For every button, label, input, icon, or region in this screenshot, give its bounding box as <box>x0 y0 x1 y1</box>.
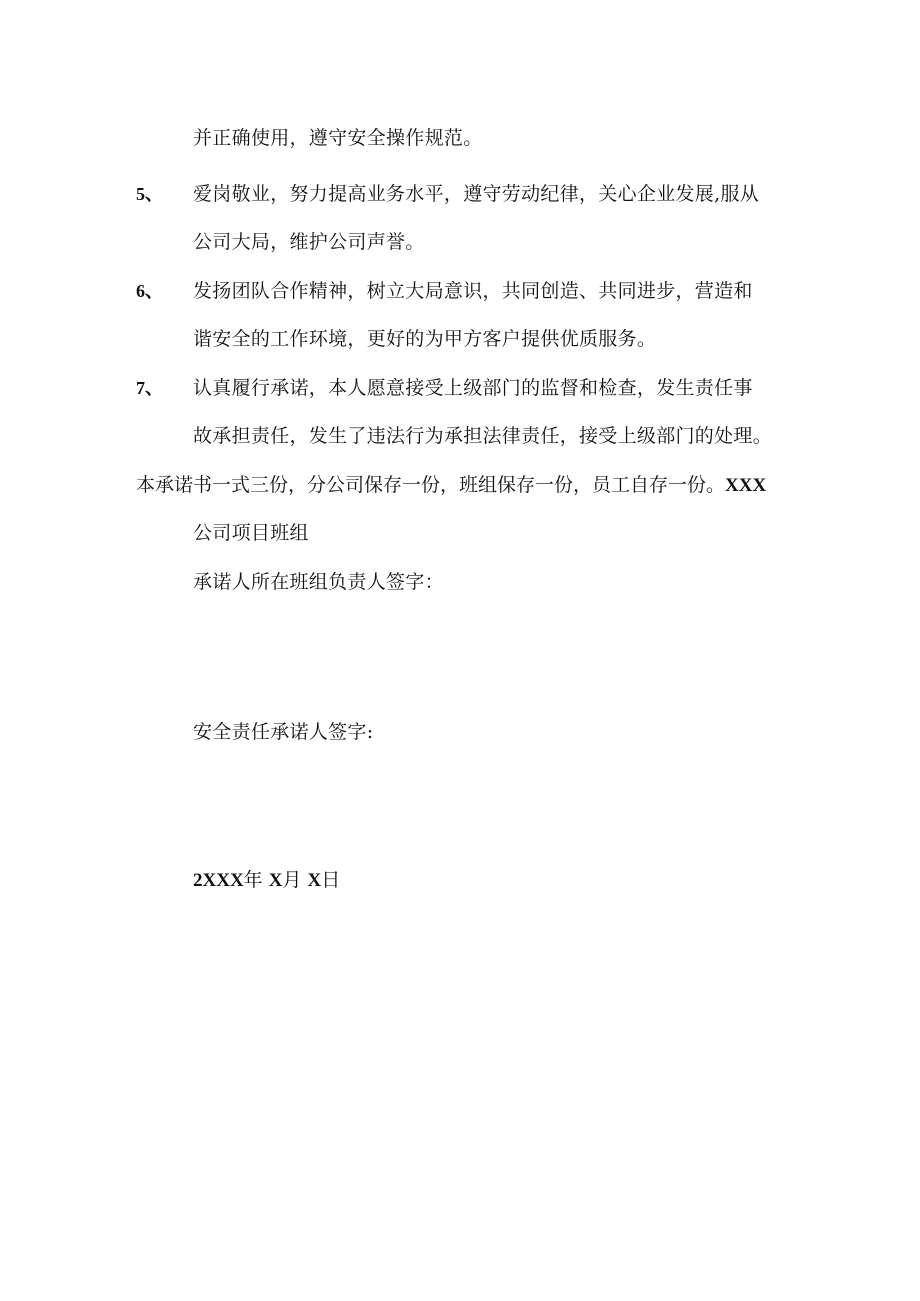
item-7-line-2: 故承担责任，发生了违法行为承担法律责任，接受上级部门的处理。 <box>193 425 773 447</box>
item-5-line-1: 爱岗敬业，努力提高业务水平，遵守劳动纪律，关心企业发展,服从 <box>193 183 760 205</box>
company-suffix: 公司项目班组 <box>193 522 309 544</box>
date-year: 2XXX <box>193 870 244 891</box>
company-prefix: XXX <box>725 475 767 496</box>
copies-statement-text: 本承诺书一式三份，分公司保存一份，班组保存一份，员工自存一份。 <box>136 474 726 496</box>
item-5-line-2: 公司大局，维护公司声誉。 <box>193 231 425 253</box>
continuation-line: 并正确使用，遵守安全操作规范。 <box>193 127 483 149</box>
team-leader-signature-label: 承诺人所在班组负责人签字： <box>193 571 444 593</box>
date-day: X <box>307 870 322 891</box>
item-7-line-1: 认真履行承诺，本人愿意接受上级部门的监督和检查，发生责任事 <box>193 377 753 399</box>
date-line <box>193 868 340 893</box>
date-month-unit: 月 <box>282 869 302 891</box>
item-6-number: 6、 <box>136 281 163 301</box>
item-5-number: 5、 <box>136 184 163 204</box>
promisor-signature-label: 安全责任承诺人签字: <box>193 721 374 743</box>
date-day-unit: 日 <box>321 869 341 891</box>
copies-statement <box>136 473 766 498</box>
date-year-unit: 年 <box>243 869 263 891</box>
date-month: X <box>268 870 283 891</box>
item-6-line-2: 谐安全的工作环境，更好的为甲方客户提供优质服务。 <box>193 328 657 350</box>
item-7-number: 7、 <box>136 378 163 398</box>
item-6-line-1: 发扬团队合作精神，树立大局意识，共同创造、共同进步，营造和 <box>193 280 753 302</box>
